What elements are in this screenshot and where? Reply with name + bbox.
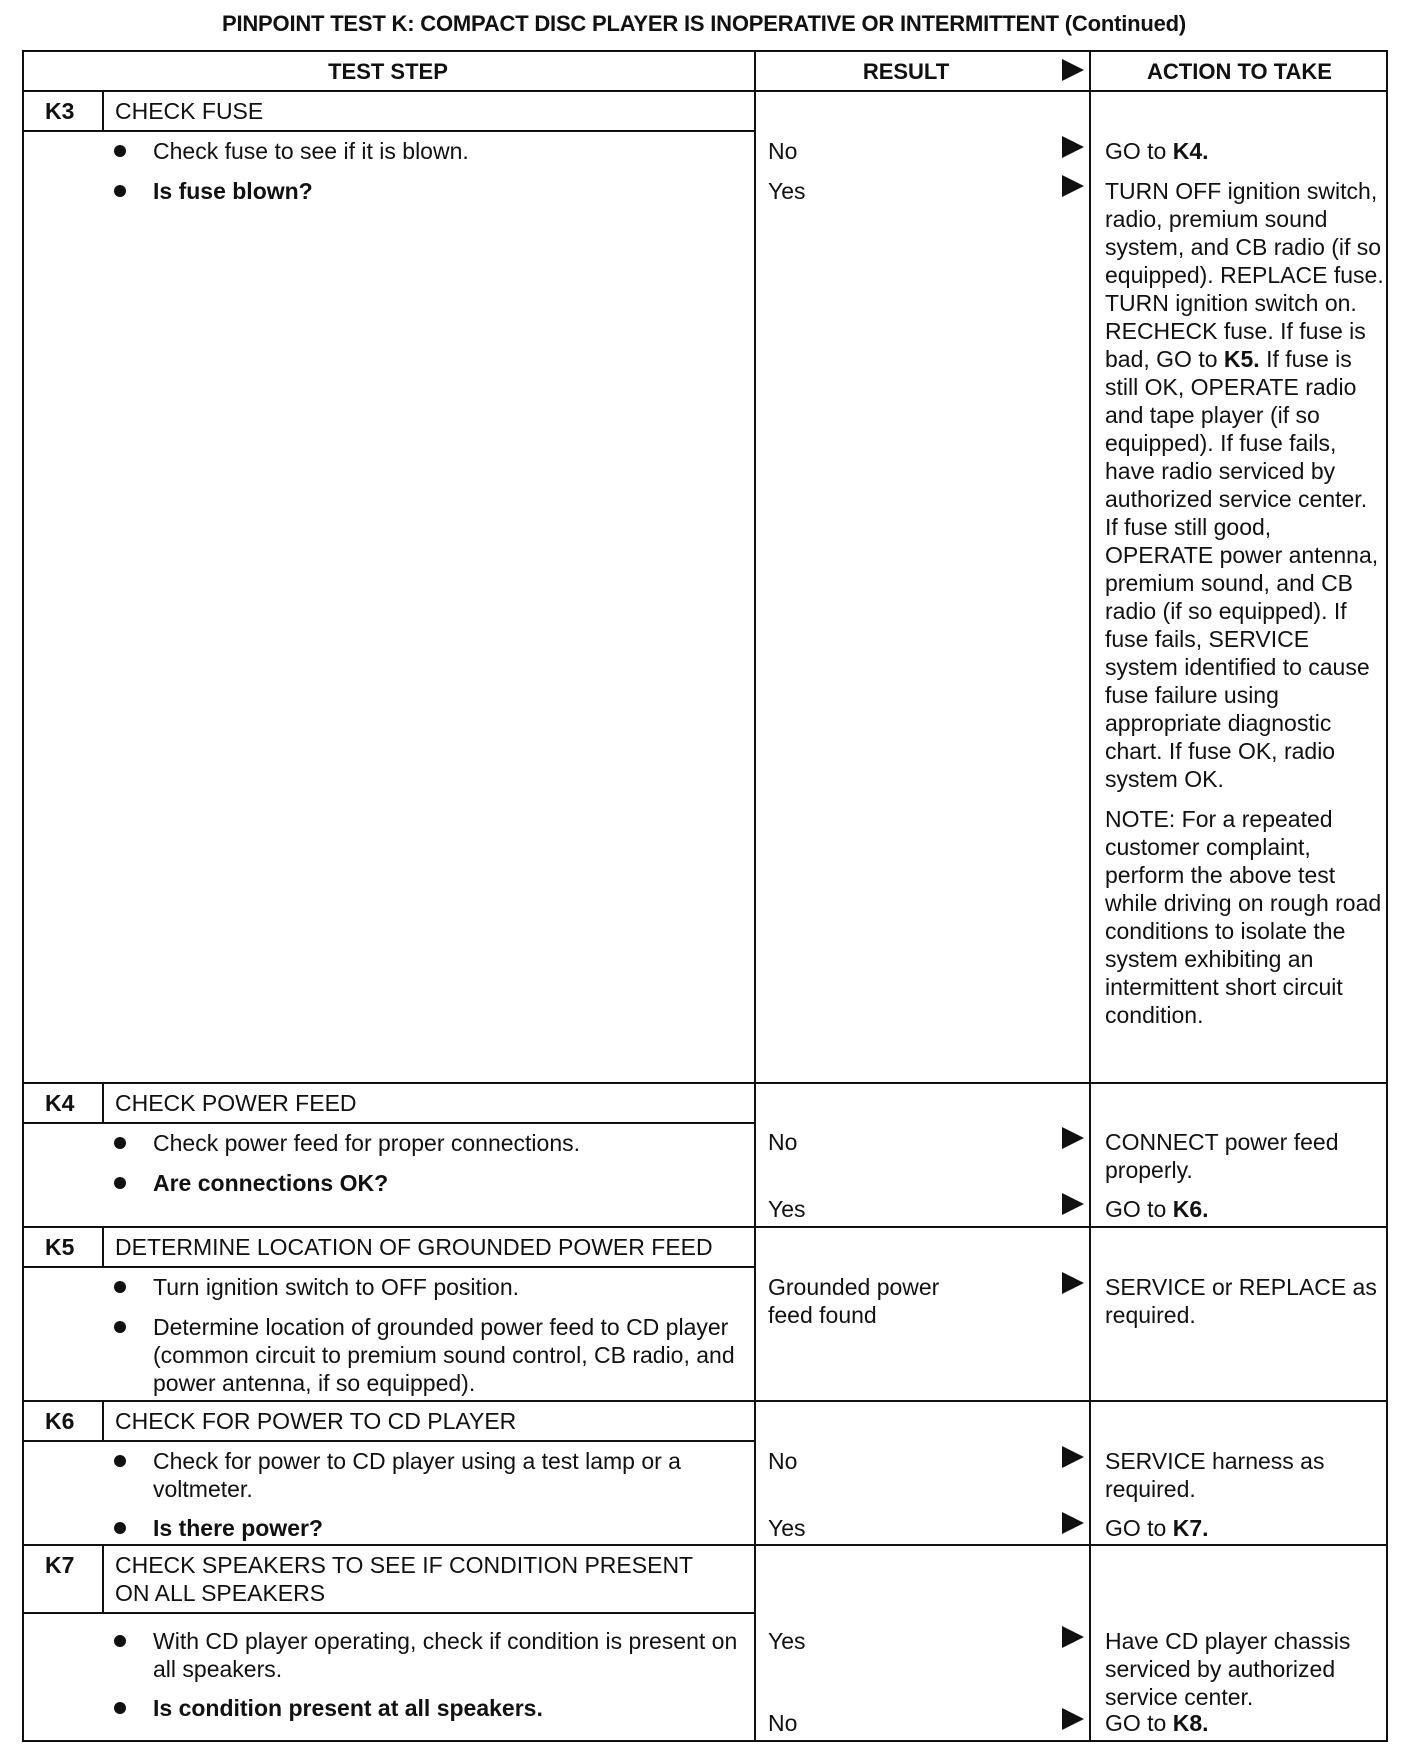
k6-id-divider — [102, 1400, 104, 1442]
header-action: ACTION TO TAKE — [1147, 59, 1332, 84]
k6-action-yes — [1105, 1514, 1385, 1542]
header-arrow-icon — [1062, 59, 1084, 81]
result-arrow-icon — [1062, 175, 1084, 197]
header-test-step: TEST STEP — [328, 59, 448, 84]
result-arrow-icon — [1062, 1626, 1084, 1648]
k5-section-rule — [22, 1226, 1388, 1228]
k6-action-no: SERVICE harness as required. — [1105, 1448, 1325, 1502]
k6-result-no: No — [768, 1448, 798, 1474]
k5-result: Grounded power feed found — [768, 1274, 940, 1328]
k4-id-divider — [102, 1082, 104, 1124]
k7-action-no — [1105, 1709, 1385, 1737]
k6-action-yes-ref: K7. — [1172, 1515, 1209, 1541]
bullet-icon — [114, 1281, 126, 1293]
k3-step-1: Check fuse to see if it is blown. — [153, 138, 469, 164]
k5-id-divider — [102, 1226, 104, 1268]
page-title: PINPOINT TEST K: COMPACT DISC PLAYER IS INOPERATIVE OR INTERMITTENT (Continued) — [221, 11, 1187, 36]
k5-step-id: K5 — [45, 1234, 75, 1260]
k4-action-yes-text: GO to — [1105, 1196, 1173, 1222]
k6-step-id: K6 — [45, 1408, 75, 1434]
k4-result-yes: Yes — [768, 1196, 806, 1222]
k3-step-id: K3 — [45, 98, 75, 124]
k6-action-yes-text: GO to — [1105, 1515, 1173, 1541]
k7-result-no: No — [768, 1710, 798, 1736]
result-arrow-icon — [1062, 136, 1084, 158]
action-column-divider — [1089, 50, 1091, 1742]
k6-step-heading: CHECK FOR POWER TO CD PLAYER — [115, 1408, 517, 1434]
k3-result-no: No — [768, 138, 798, 164]
k3-heading-rule — [22, 130, 756, 132]
bullet-icon — [114, 1177, 126, 1189]
k7-step-1: With CD player operating, check if condition is present on all speakers. — [153, 1628, 738, 1682]
k7-action-yes: Have CD player chassis serviced by authorized service center. — [1105, 1628, 1351, 1710]
k3-id-divider — [102, 90, 104, 132]
k7-action-no-ref: K8. — [1172, 1710, 1209, 1736]
k5-step-heading: DETERMINE LOCATION OF GROUNDED POWER FEED — [115, 1234, 713, 1260]
result-arrow-icon — [1062, 1193, 1084, 1215]
k7-section-rule — [22, 1544, 1388, 1546]
k6-heading-rule — [22, 1440, 756, 1442]
bullet-icon — [114, 145, 126, 157]
k3-action-yes-ref: K5. — [1223, 346, 1260, 372]
result-arrow-icon — [1062, 1446, 1084, 1468]
result-arrow-icon — [1062, 1512, 1084, 1534]
k5-step-1: Turn ignition switch to OFF position. — [153, 1274, 520, 1300]
bullet-icon — [114, 1321, 126, 1333]
k3-result-yes: Yes — [768, 178, 806, 204]
result-arrow-icon — [1062, 1708, 1084, 1730]
k6-step-2-question: Is there power? — [153, 1515, 323, 1541]
k4-result-no: No — [768, 1129, 798, 1155]
result-column-divider — [754, 50, 756, 1742]
header-divider — [22, 90, 1388, 92]
k6-step-1: Check for power to CD player using a test lamp or a voltmeter. — [153, 1448, 681, 1502]
k6-result-yes: Yes — [768, 1515, 806, 1541]
bullet-icon — [114, 1455, 126, 1467]
k7-step-heading: CHECK SPEAKERS TO SEE IF CONDITION PRESENT ON ALL SPEAKERS — [115, 1552, 693, 1606]
k7-step-2-question: Is condition present at all speakers. — [153, 1695, 543, 1721]
k4-step-id: K4 — [45, 1090, 75, 1116]
k5-step-2: Determine location of grounded power feed to CD player (common circuit to premium sound control, CB radio, and power antenna, if so equipped). — [153, 1314, 735, 1396]
k6-section-rule — [22, 1400, 1388, 1402]
k3-step-2-question: Is fuse blown? — [153, 178, 313, 204]
bullet-icon — [114, 1522, 126, 1534]
k3-action-no — [1105, 137, 1385, 165]
k3-action-yes-text-b: If fuse is still OK, OPERATE radio and tape player (if so equipped). If fuse fails, have radio serviced by authorized service center. If fuse still good, OPERATE power antenna, premium sound, and CB radio (if so equipped). If fuse fails, SERVICE system identified to cause fuse failure using appropriate diagnostic chart. If fuse OK, radio system OK. — [1105, 346, 1379, 792]
bullet-icon — [114, 1635, 126, 1647]
k7-step-id: K7 — [45, 1552, 75, 1578]
result-arrow-icon — [1062, 1272, 1084, 1294]
k7-id-divider — [102, 1544, 104, 1614]
bullet-icon — [114, 1137, 126, 1149]
k7-heading-rule — [22, 1612, 756, 1614]
k3-action-no-ref: K4. — [1172, 138, 1209, 164]
k4-action-yes-ref: K6. — [1172, 1196, 1209, 1222]
k3-note: NOTE: For a repeated customer complaint, perform the above test while driving on rough road conditions to isolate the system exhibiting an intermittent short circuit condition. — [1105, 806, 1382, 1028]
bullet-icon — [114, 185, 126, 197]
k4-action-yes — [1105, 1195, 1385, 1223]
k3-step-heading: CHECK FUSE — [115, 98, 264, 124]
k4-step-2-question: Are connections OK? — [153, 1170, 389, 1196]
bullet-icon — [114, 1702, 126, 1714]
k3-action-yes-text-a: TURN OFF ignition switch, radio, premium sound system, and CB radio (if so equipped). REPLACE fuse. TURN ignition switch on. RECHECK fuse. If fuse is bad, GO to — [1105, 178, 1384, 372]
k4-step-1: Check power feed for proper connections. — [153, 1130, 581, 1156]
k3-action-yes — [1105, 177, 1385, 1029]
result-arrow-icon — [1062, 1127, 1084, 1149]
k7-result-yes: Yes — [768, 1628, 806, 1654]
k4-heading-rule — [22, 1122, 756, 1124]
k4-action-no: CONNECT power feed properly. — [1105, 1129, 1339, 1183]
k4-section-rule — [22, 1082, 1388, 1084]
k5-action: SERVICE or REPLACE as required. — [1105, 1274, 1377, 1328]
header-result: RESULT — [862, 59, 950, 84]
k3-action-no-text: GO to — [1105, 138, 1173, 164]
k5-heading-rule — [22, 1266, 756, 1268]
k4-step-heading: CHECK POWER FEED — [115, 1090, 357, 1116]
k7-action-no-text: GO to — [1105, 1710, 1173, 1736]
